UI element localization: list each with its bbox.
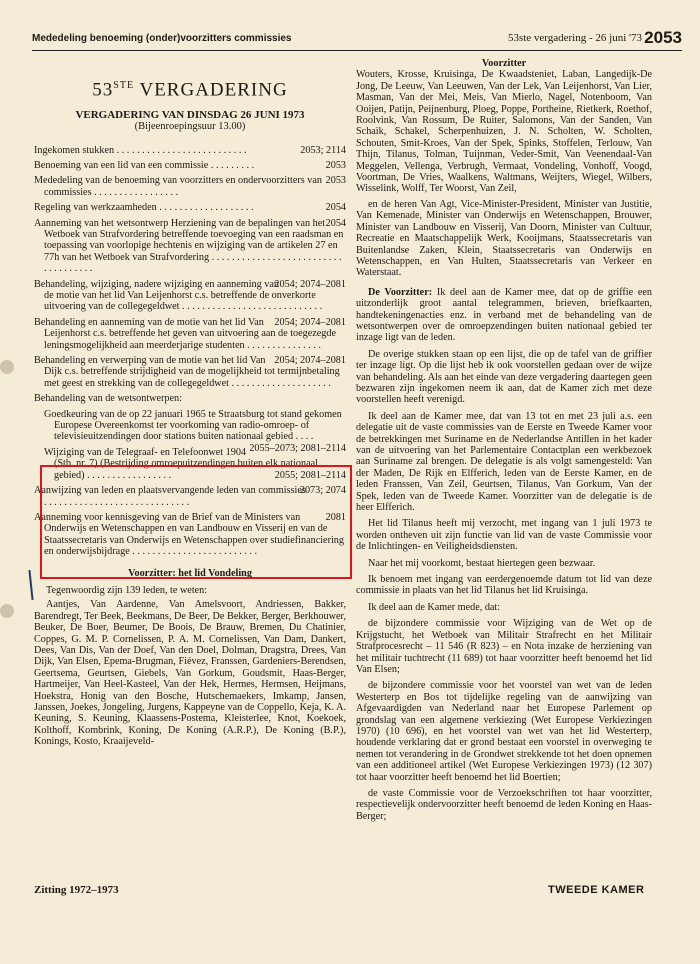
toc-item: 2053 Mededeling van de benoeming van voorzitters en ondervoorzitters van commissies . . . . . . . . . . . . . . . . . <box>34 175 346 198</box>
ministers-paragraph: en de heren Van Agt, Vice-Minister-President, Minister van Justitie, Van Kemenade, Minister van Onderwijs en Wetenschappen, Brouwer, Minister van Landbouw en Visserij, Van Doorn, Minister van Cultuur, Recreatie en Maatschappelijk Werk, Kooijmans, Staatssecretaris van Buitenlandse Zaken, Klein, Staatssecretaris van Onderwijs en Wetenschappen, en Van Hulten, Staatssecretaris van Verkeer en Waterstaat. <box>356 198 652 279</box>
paragraph: Ik benoem met ingang van eerdergenoemde datum tot lid van deze commissie in plaats van het lid Tilanus het lid Kruisinga. <box>356 574 652 597</box>
footer-session: Zitting 1972–1973 <box>34 884 119 896</box>
toc-item: 2081 Aanneming voor kennisgeving van de Brief van de Ministers van Onderwijs en Wetenschappen en van Landbouw en Visserij en van de Staatssecretaris van Onderwijs en Wetenschappen over studiefinanciering en onderwijsbijdrage . . . . . . . . . . . . . . . . . . . . . . . . . <box>34 511 346 558</box>
page-number: 2053 <box>644 28 682 47</box>
toc-item: 2053 Benoeming van een lid van een commissie . . . . . . . . . <box>34 159 346 171</box>
chair-heading: Voorzitter: het lid Vondeling <box>128 567 252 579</box>
present-count: Tegenwoordig zijn 139 leden, te weten: <box>46 584 208 596</box>
toc-item: 2053; 2114 Ingekomen stukken . . . . . . . . . . . . . . . . . . . . . . . . . . <box>34 144 346 156</box>
highlight-box <box>40 465 352 579</box>
page-header <box>32 30 682 51</box>
paragraph: De overige stukken staan op een lijst, die op de tafel van de griffier ter inzage ligt. Op die lijst heb ik ook voorstellen gedaan over de wijze van behandeling. Als aan het einde van deze vergadering daartegen geen bezwaren zijn ingekomen neem ik aan, dat de Kamer zich met deze voorstellen heeft verenigd. <box>356 348 652 406</box>
toc-item: 2054 Regeling van werkzaamheden . . . . . . . . . . . . . . . . . . . <box>34 202 346 214</box>
header-right: 53ste vergadering - 26 juni '73 <box>507 32 642 44</box>
paragraph: Het lid Tilanus heeft mij verzocht, met ingang van 1 juli 1973 te worden ontheven uit zijn functie van lid van de vaste Commissie voor de Inlichtingen- en Veiligheidsdiensten. <box>356 518 652 553</box>
toc-item: 2054; 2074–2081 Behandeling en aanneming van de motie van het lid Van Leijenhorst c.s. betreffende het geven van uitvoering aan de toegezegde leningsmogelijkheid aan meerderjarige studenten . . . . . . . . . . . . . . . <box>34 316 346 351</box>
toc-wets-heading: Behandeling van de wetsontwerpen: <box>34 393 182 405</box>
footer-chamber: TWEEDE KAMER <box>548 884 645 896</box>
paragraph: de bijzondere commissie voor Wijziging van de Wet op de Krijgstucht, het Wetboek van Militair Strafrecht en het Militair Strafprocesrecht – 11 546 (R 823) – en Nota inzake de herziening van het militair tuchtrecht (11 689) tot haar voorzitter heeft benoemd het lid Van Elsen; <box>356 618 652 675</box>
session-subtitle: VERGADERING VAN DINSDAG 26 JUNI 1973 <box>75 108 305 121</box>
session-time: (Bijeenroepingsuur 13.00) <box>134 121 246 133</box>
toc-item: 2054 Aanneming van het wetsontwerp Herziening van de bepalingen van het Wetboek van Strafvordering betreffende toevoeging van een raadsman en toepassing van voorlopige hechtenis en wijziging van de artikelen 27 en 77h van het Wetboek van Strafvordering . . . . . . . . . . . . . . . . . . . . . . . . . . . . . . . . . . . . <box>34 217 346 275</box>
toc-item: Wijziging van de Telegraaf- en Telefoonwet 1904 (Stb. nr. 7) (Bestrijding omroepuitzendingen buiten elk nationaal gebied) . . . . . . . . . . . . . . . . . 2055; 2081–2114 <box>44 446 346 481</box>
paragraph: Ik deel aan de Kamer mee, dat van 13 tot en met 23 juli a.s. een delegatie uit de vaste commissies van de Eerste en Tweede Kamer voor de betrekkingen met Suriname en de Nederlandse Antillen in het kader van de uitvoering van het Parlementaire Contactplan een werkbezoek aan Suriname zal brengen. De delegatie is als volgt samengesteld: Van der Maden, De Rijk en Elfferich, leden van de Eerste Kamer, en de leden Franssen, Van Zeil, Geurtsen, Tilanus, Van Gorkum, Van der Spek, leden van de Tweede Kamer. Voorzitter van de delegatie is de heer Elfferich. <box>356 410 652 514</box>
paragraph: De Voorzitter: Ik deel aan de Kamer mee, dat op de griffie een uitzonderlijk groot aantal telegrammen, brieven, briefkaarten, handtekeningenacties enz. in verband met de behandeling van de wetsontwerpen over de omroepzendingen buiten nationaal gebied ter inzage ligt van de leden. <box>356 286 652 344</box>
toc-item: 2073; 2074 Aanwijzing van leden en plaatsvervangende leden van commissies . . . . . . . . . . . . . . . . . . . . . . . . . . . . . <box>34 485 346 508</box>
paragraph: Ik deel aan de Kamer mede, dat: <box>368 601 501 613</box>
members-list: Aantjes, Van Aardenne, Van Amelsvoort, Andriessen, Bakker, Barendregt, Ter Beek, Beekmans, De Beer, De Bekker, Berger, Berkhouwer, Beuker, De Boer, Beumer, De Boois, De Brauw, Bremen, Du Chatinier, Coppes, G. M. P. Cornelissen, P. A. M. Cornelissen, Van Dam, Dankert, Dees, Van Dis, Van der Doef, Van den Doel, Dolman, Dragstra, Drees, Van Dijk, Van Elsen, Epema-Brugman, Fiévez, Franssen, Gardeniers-Berendsen, Geertsema, Geurtsen, Giebels, Van Gorkum, Goudsmit, Haas-Berger, Hartmeijer, Van Heel-Kasteel, Van der Hek, Hermes, Hermsen, Heijmans, Hoekstra, Honig van den Bosche, Hutschemaekers, Imkamp, Jansen, Janssen, Joekes, Jongeling, Jurgens, Kappeyne van de Coppello, Keja, K. A. Keuning, S. Keuning, Klaassens-Postema, Kleisterlee, Knot, Koekoek, Kolthoff, Kombrink, Koning, De Koning (A.R.P.), De Koning (B.P.), Konings, Kosto, Kraaijeveld- <box>34 599 346 748</box>
paragraph: de bijzondere commissie voor het voorstel van wet van de leden Westerterp en Bos tot tijdelijke regeling van de aanwijzing van Afgevaardigden van Nederland naar het Europese Parlement op grondslag van een algemene verkiezing (Wet Europese Verkiezingen 1970) (10 696), en het voorstel van wet van het lid Westerterp, houdende verklaring dat er grond bestaat een voorstel in overweging te nemen tot verandering in de Grondwet strekkende tot het doen opnemen van een additioneel artikel (Wet Europese Verkiezingen 1973) (12 307) tot haar voorzitter heeft benoemd het lid Boertien; <box>356 680 652 783</box>
members-list-continued: Wouters, Krosse, Kruisinga, De Kwaadsteniet, Laban, Langedijk-De Jong, De Leeuw, Van Leeuwen, Van der Lek, Van Leijenhorst, Van Lier, Masman, Van der Mei, Meis, Van Mierlo, Nagel, Notenboom, Van Ooijen, Patijn, Peijnenburg, Ploeg, Poppe, Portheine, Rietkerk, Roethof, Roolvink, Van Rossum, De Ruiter, Salomons, Van der Sanden, Van Schaik, Schakel, Scherpenhuizen, J. N. Scholten, W. Scholten, Schouten, Smit-Kroes, Van der Spek, Spinks, Stoffelen, Terlouw, Van Thijn, Tilanus, Tolman, Tuijnman, Veder-Smit, Van Veenendaal-Van Meggelen, Vellenga, Verbrugh, Vermaat, Vondeling, Vonhoff, Voogd, Voortman, De Vries, Waalkens, Waltmans, Weijters, Wiegel, Wilbers, Wisselink, Wolff, Ter Woorst, Van Zeil, <box>356 69 652 195</box>
toc-item: 2054; 2074–2081 Behandeling en verwerping van de motie van het lid Van Dijk c.s. betreffende strijdigheid van de mogelijkheid tot termijnbetaling met geest en strekking van de collegegeldwet . . . . . . . . . . . . . . . . . . . . <box>34 355 346 389</box>
left-column <box>34 58 346 752</box>
paragraph: de vaste Commissie voor de Verzoekschriften tot haar voorzitter, respectievelijk ondervoorzitter heeft benoemd de leden Koning en Haas-Berger; <box>356 787 652 822</box>
page-title: 53STE VERGADERING <box>92 79 288 101</box>
punch-hole <box>0 360 14 374</box>
toc-item: Goedkeuring van de op 22 januari 1965 te Straatsburg tot stand gekomen Europese Overeenkomst ter voorkoming van radio-omroep- of televisieuitzendingen door stations buiten nationaal gebied . . . . 2055–2073; 2081–2114 <box>44 408 346 454</box>
right-column <box>356 58 652 827</box>
ink-mark <box>28 570 33 600</box>
toc-item: 2054; 2074–2081 Behandeling, wijziging, nadere wijziging en aanneming van de motie van het lid Van Leijenhorst c.s. betreffende de onverkorte uitvoering van de collegegeldwet . . . . . . . . . . . . . . . . . . . . . . . . . . . . <box>34 278 346 313</box>
paragraph: Naar het mij voorkomt, bestaat hiertegen geen bezwaar. <box>368 557 596 569</box>
header-left: Mededeling benoeming (onder)voorzitters commissies <box>32 33 292 44</box>
right-heading: Voorzitter <box>481 58 527 69</box>
punch-hole <box>0 604 14 618</box>
